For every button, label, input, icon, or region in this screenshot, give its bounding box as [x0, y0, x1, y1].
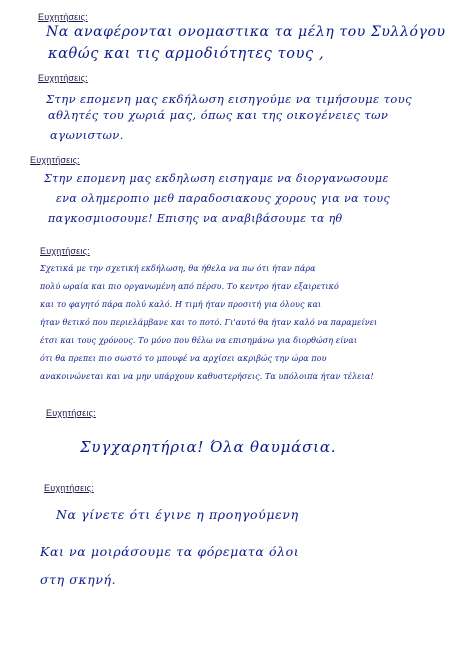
section-2-line-2: αθλητές του χωριά μας, όπως και της οικογένειες των	[48, 108, 389, 122]
section-3-label: Ευχητήσεις:	[30, 155, 80, 165]
section-6-line-1: Να γίνετε ότι έγινε η προηγούμενη	[56, 507, 299, 522]
section-3-line-3: παγκοσμιοσουμε! Επισης να αναβιβάσουμε τα ηθ	[48, 212, 343, 225]
section-4-line-2: πολύ ωραία και πιο οργανωμένη από πέρσυ. Το κεντρο ήταν εξαιρετικό	[40, 282, 339, 291]
section-4-line-4: ήταν θετικό που περιελάμβανε και το ποτό. Γι'αυτό θα ήταν καλό να παραμείνει	[40, 318, 378, 327]
section-4-line-6: ότι θα πρεπει πιο σωστό το μπουφέ να αρχίσει ακριβώς την ώρα που	[40, 354, 327, 363]
section-1-line-1: Να αναφέρονται ονομαστικα τα μέλη του Συλλόγου	[46, 24, 446, 40]
section-4-line-1: Σχετικά με την σχετική εκδήλωση, θα ήθελα να πω ότι ήταν πάρα	[40, 264, 316, 273]
section-2-line-1: Στην επομενη μας εκδήλωση εισηγούμε να τιμήσουμε τους	[46, 92, 412, 106]
section-5-label: Ευχητήσεις:	[46, 408, 96, 418]
section-6-line-3: στη σκηνή.	[40, 572, 117, 587]
section-6-line-2: Και να μοιράσουμε τα φόρεματα όλοι	[40, 544, 300, 559]
section-1-line-2: καθώς και τις αρμοδιότητες τους ,	[48, 46, 325, 62]
section-4-line-3: και το φαγητό πάρα πολύ καλό. Η τιμή ήταν προσιτή για όλους και	[40, 300, 322, 309]
section-4-line-7: ανακοινώνεται και να μην υπάρχουν καθυστερήσεις. Τα υπόλοιπα ήταν τέλεια!	[40, 372, 374, 381]
section-2-label: Ευχητήσεις:	[38, 73, 88, 83]
section-4-label: Ευχητήσεις:	[40, 246, 90, 256]
section-3-line-2: ενα ολημεροπιο μεθ παραδοσιακους χορους για να τους	[56, 192, 391, 205]
section-2-line-3: αγωνιστων.	[50, 128, 124, 142]
section-6-label: Ευχητήσεις:	[44, 483, 94, 493]
section-3-line-1: Στην επομενη μας εκδηλωση εισηγαμε να διοργανωσουμε	[44, 172, 389, 185]
section-1-label: Ευχητήσεις:	[38, 12, 88, 22]
section-4-line-5: έτσι και τους χρόνους. Το μόνο που θέλω να επισημάνω για διορθώση είναι	[40, 336, 358, 345]
section-5-line-1: Συγχαρητήρια! Όλα θαυμάσια.	[80, 438, 337, 456]
